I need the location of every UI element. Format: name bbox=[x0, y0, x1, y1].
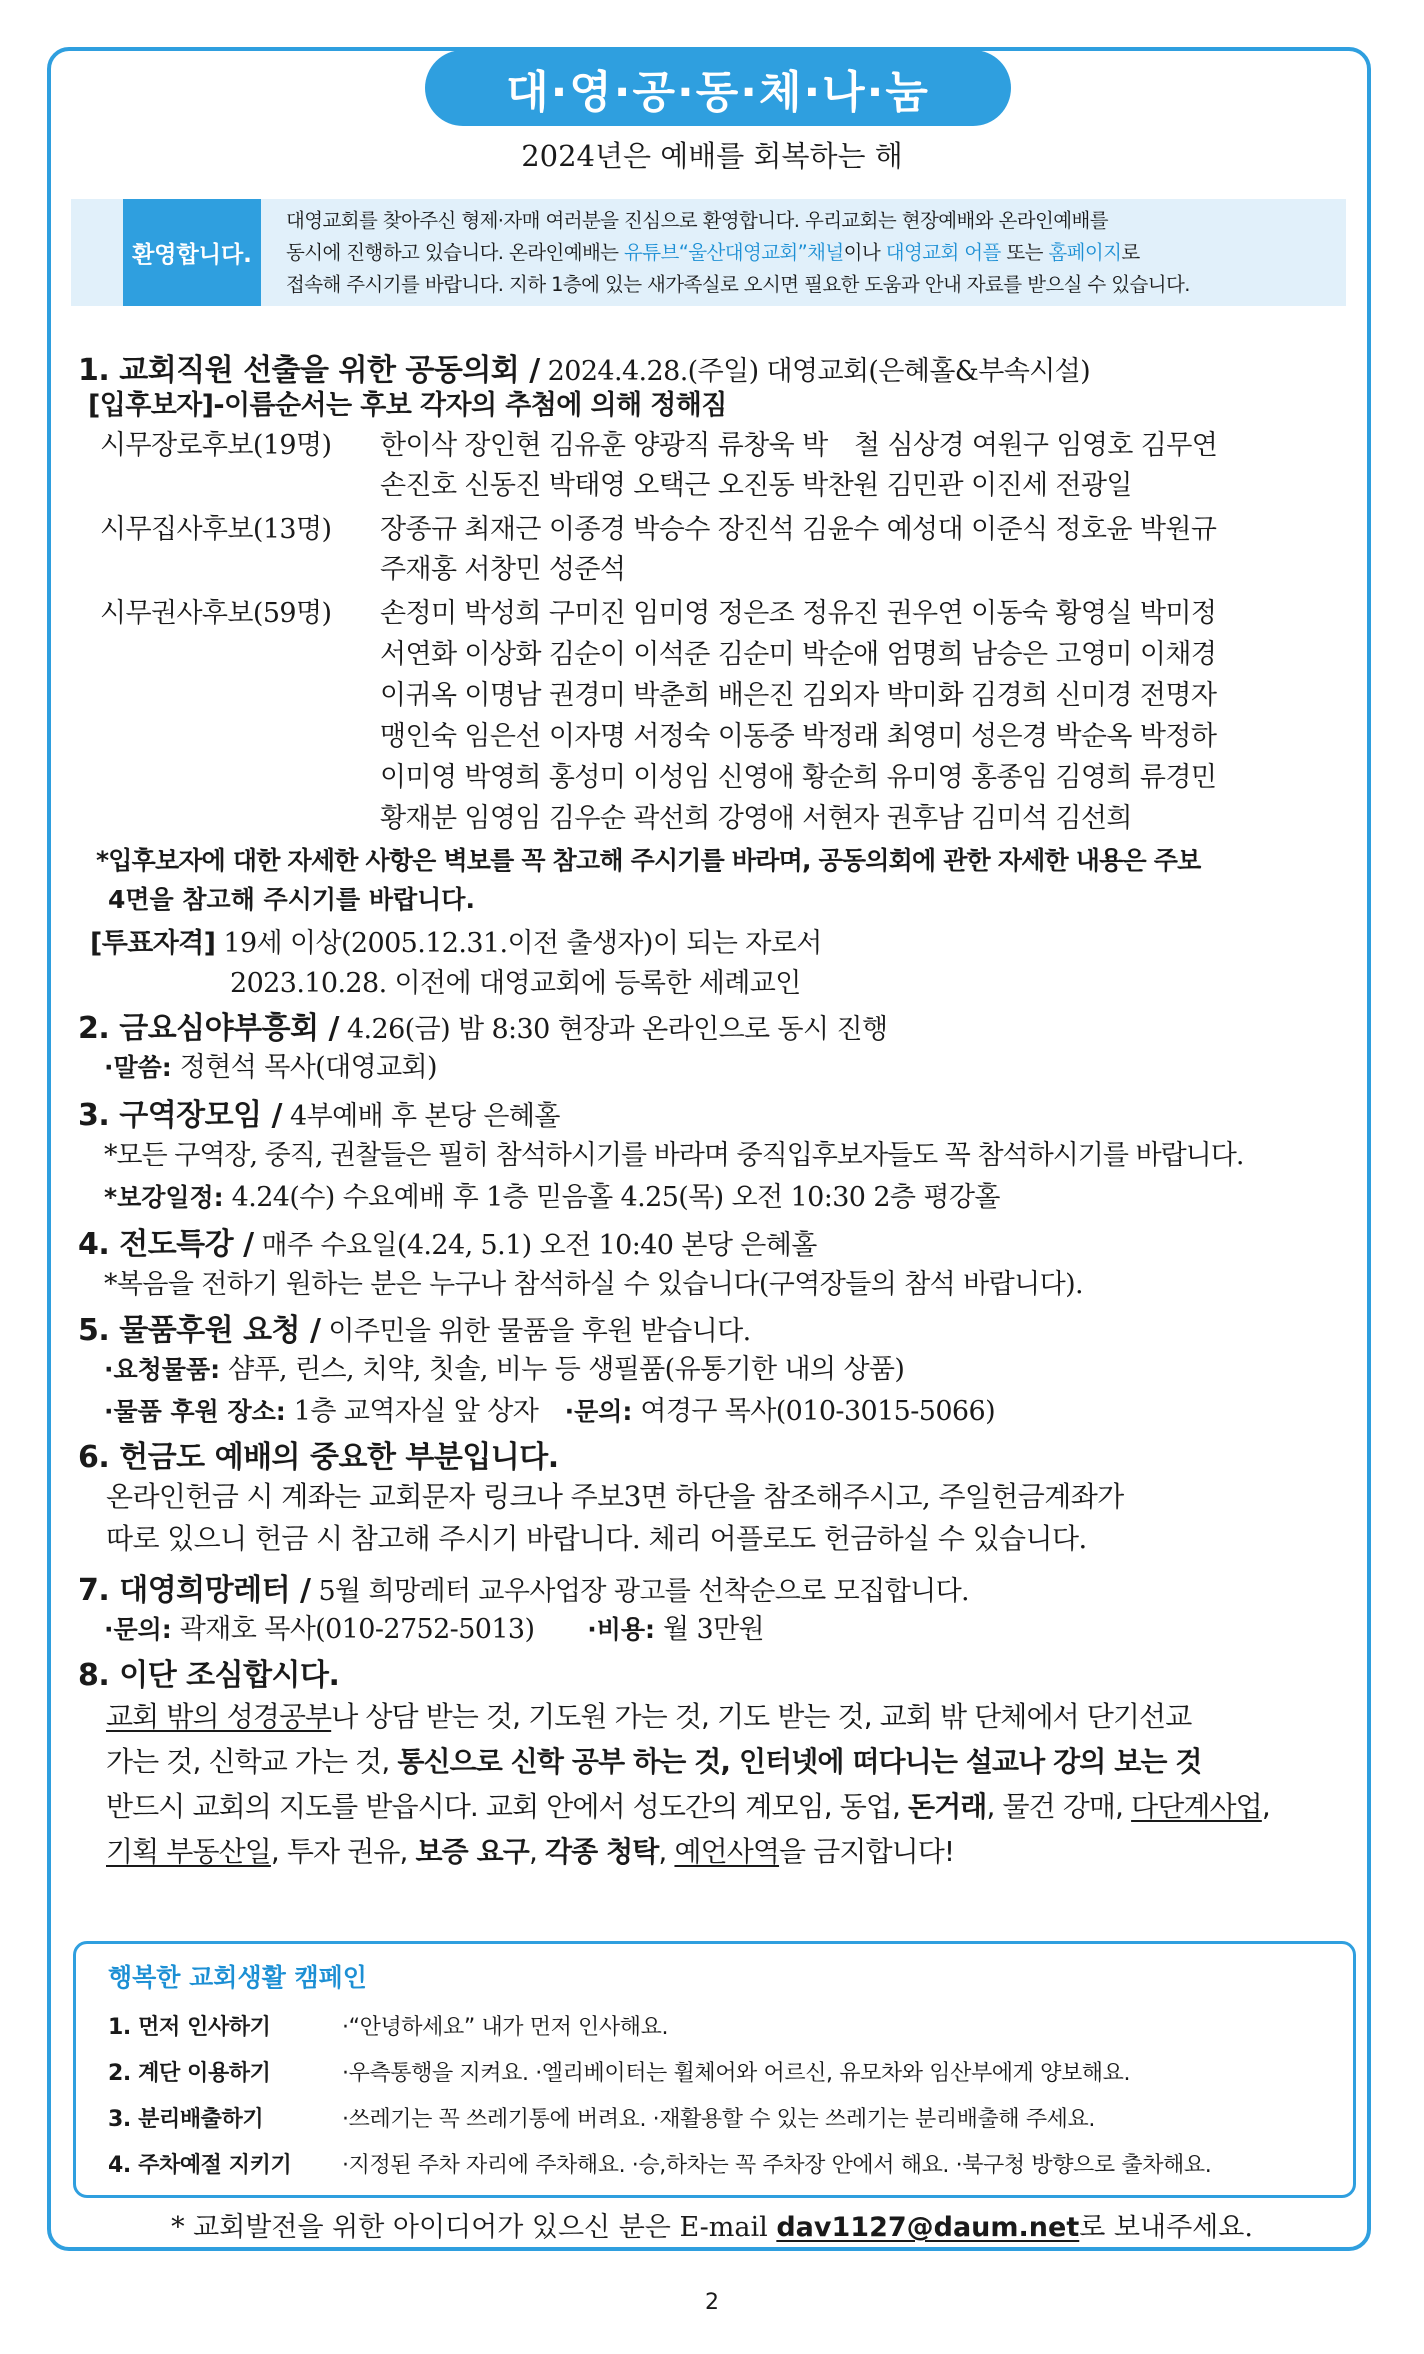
section-2-heading bbox=[78, 1003, 887, 1047]
section-4-heading bbox=[78, 1219, 817, 1263]
vote-text: 19세 이상(2005.12.31.이전 출생자)이 되는 자로서 bbox=[215, 928, 822, 959]
section-4-detail: 매주 수요일(4.24, 5.1) 오전 10:40 본당 은혜홀 bbox=[253, 1230, 817, 1261]
campaign-item-label: 3. 분리배출하기 bbox=[108, 2107, 264, 2132]
page-number: 2 bbox=[705, 2290, 719, 2315]
makeup-label: *보강일정: bbox=[104, 1183, 224, 1212]
text-part: 예언사역 bbox=[674, 1835, 780, 1868]
section-6-text: 온라인헌금 시 계좌는 교회문자 링크나 주보3면 하단을 참조해주시고, 주일헌금계좌가 bbox=[106, 1480, 1124, 1513]
campaign-item bbox=[108, 2102, 1095, 2133]
section-7-heading bbox=[78, 1565, 969, 1609]
candidate-note: [입후보자]-이름순서는 후보 각자의 추첨에 의해 정해짐 bbox=[88, 390, 727, 421]
kwon-names: 손정미 박성희 구미진 임미영 정은조 정유진 권우연 이동숙 황영실 박미정 bbox=[380, 598, 1217, 629]
campaign-title: 행복한 교회생활 캠페인 bbox=[108, 1963, 367, 1992]
campaign-item-label: 4. 주차예절 지키기 bbox=[108, 2153, 292, 2178]
welcome-tag: 환영합니다. bbox=[123, 199, 261, 306]
footer-text: * 교회발전을 위한 아이디어가 있으신 분은 E-mail bbox=[171, 2212, 777, 2243]
sermon-line bbox=[104, 1045, 437, 1084]
campaign-item bbox=[108, 2148, 1211, 2179]
section-8-text bbox=[106, 1695, 1191, 1735]
vote-text: 2023.10.28. 이전에 대영교회에 등록한 세례교인 bbox=[230, 968, 801, 999]
text-part: , bbox=[1261, 1790, 1270, 1823]
welcome-text-part: 로 bbox=[1121, 241, 1140, 264]
elder-names: 한이삭 장인현 김유훈 양광직 류창욱 박 철 심상경 여원구 임영호 김무연 bbox=[380, 430, 1218, 461]
sermon-text: 정현석 목사(대영교회) bbox=[171, 1052, 437, 1083]
kwon-names: 맹인숙 임은선 이자명 서정숙 이동중 박정래 최영미 성은경 박순옥 박정하 bbox=[380, 721, 1217, 752]
text-part: 보증 요구 bbox=[415, 1835, 529, 1868]
items-text: 샴푸, 린스, 치약, 칫솔, 비누 등 생필품(유통기한 내의 상품) bbox=[220, 1354, 905, 1385]
youtube-link[interactable]: 유튜브“울산대영교회”채널 bbox=[624, 241, 844, 264]
items-label: ·요청물품: bbox=[104, 1355, 221, 1384]
donation-place bbox=[104, 1389, 995, 1428]
text-part: 을 금지합니다! bbox=[779, 1835, 955, 1868]
campaign-item bbox=[108, 2056, 1130, 2087]
text-part: , 투자 권유, bbox=[270, 1835, 416, 1868]
section-3-makeup bbox=[104, 1175, 1000, 1214]
vote-label: [투표자격] bbox=[90, 928, 216, 959]
section-1-title: 1. 교회직원 선출을 위한 공동의회 / bbox=[78, 353, 540, 388]
contact-label: ·문의: bbox=[564, 1397, 633, 1426]
campaign-item-label: 1. 먼저 인사하기 bbox=[108, 2015, 271, 2040]
kwon-names: 서연화 이상화 김순이 이석준 김순미 박순애 엄명희 남승은 고영미 이채경 bbox=[380, 639, 1217, 670]
section-7-detail: 5월 희망레터 교우사업장 광고를 선착순으로 모집합니다. bbox=[310, 1576, 970, 1607]
text-part: 돈거래 bbox=[908, 1790, 987, 1823]
cost-text: 월 3만원 bbox=[655, 1614, 765, 1645]
campaign-item-text: ·“안녕하세요” 내가 먼저 인사해요. bbox=[342, 2015, 669, 2040]
welcome-text-part: 동시에 진행하고 있습니다. 온라인예배는 bbox=[286, 241, 625, 264]
kwon-names: 이미영 박영희 홍성미 이성임 신영애 황순희 유미영 홍종임 김영희 류경민 bbox=[380, 762, 1217, 793]
elder-label: 시무장로후보(19명) bbox=[100, 430, 332, 461]
footer-note bbox=[0, 2205, 1424, 2244]
deacon-names: 장종규 최재근 이종경 박승수 장진석 김윤수 예성대 이준식 정호윤 박원규 bbox=[380, 514, 1217, 545]
page-subtitle: 2024년은 예배를 회복하는 해 bbox=[521, 139, 903, 173]
vote-qualification bbox=[90, 921, 822, 960]
page-title: 대·영·공·동·체·나·눔 bbox=[425, 50, 1011, 126]
text-part: 통신으로 신학 공부 하는 것, 인터넷에 떠다니는 설교나 강의 보는 것 bbox=[397, 1745, 1202, 1778]
candidate-notice: 4면을 참고해 주시기를 바랍니다. bbox=[108, 885, 475, 914]
campaign-box bbox=[73, 1941, 1356, 2198]
text-part: 교회 밖의 성경공부 bbox=[106, 1700, 332, 1733]
section-4-title: 4. 전도특강 / bbox=[78, 1227, 254, 1262]
email-link[interactable]: dav1127@daum.net bbox=[776, 2212, 1080, 2243]
section-1-detail: 2024.4.28.(주일) 대영교회(은혜홀&부속시설) bbox=[539, 356, 1091, 387]
welcome-text bbox=[286, 205, 1336, 301]
section-5-heading bbox=[78, 1305, 751, 1349]
section-3-note: *모든 구역장, 중직, 권찰들은 필히 참석하시기를 바라며 중직입후보자들도 꼭 참석하시기를 바랍니다. bbox=[104, 1140, 1244, 1171]
kwon-names: 이귀옥 이명남 권경미 박춘희 배은진 김외자 박미화 김경희 신미경 전명자 bbox=[380, 680, 1217, 711]
kwon-label: 시무권사후보(59명) bbox=[100, 598, 332, 629]
text-part: 나 상담 받는 것, 기도원 가는 것, 기도 받는 것, 교회 밖 단체에서 단기선교 bbox=[331, 1700, 1192, 1733]
text-part: 각종 청탁 bbox=[544, 1835, 659, 1868]
text-part: , bbox=[528, 1835, 545, 1868]
section-2-title: 2. 금요심야부흥회 / bbox=[78, 1011, 339, 1046]
text-part: 반드시 교회의 지도를 받읍시다. 교회 안에서 성도간의 계모임, 동업, bbox=[106, 1790, 909, 1823]
campaign-item bbox=[108, 2010, 668, 2041]
app-link[interactable]: 대영교회 어플 bbox=[885, 241, 1001, 264]
text-part: 기획 부동산일 bbox=[106, 1835, 271, 1868]
place-label: ·물품 후원 장소: bbox=[104, 1397, 286, 1426]
campaign-item-text: ·우측통행을 지켜요. ·엘리베이터는 휠체어와 어르신, 유모차와 임산부에게 양보해요. bbox=[342, 2061, 1131, 2086]
kwon-names: 황재분 임영임 김우순 곽선희 강영애 서현자 권후남 김미석 김선희 bbox=[380, 803, 1132, 834]
section-2-detail: 4.26(금) 밤 8:30 현장과 온라인으로 동시 진행 bbox=[338, 1014, 888, 1045]
welcome-text-part: 또는 bbox=[1000, 241, 1049, 264]
section-3-title: 3. 구역장모임 / bbox=[78, 1098, 283, 1133]
letter-contact bbox=[104, 1607, 764, 1646]
contact-label: ·문의: bbox=[104, 1615, 172, 1644]
campaign-item-label: 2. 계단 이용하기 bbox=[108, 2061, 271, 2086]
footer-text: 로 보내주세요. bbox=[1079, 2212, 1253, 2243]
campaign-item-text: ·쓰레기는 꼭 쓰레기통에 버려요. ·재활용할 수 있는 쓰레기는 분리배출해 주세요. bbox=[342, 2107, 1095, 2132]
place-text: 1층 교역자실 앞 상자 bbox=[285, 1396, 565, 1427]
section-8-title: 8. 이단 조심합시다. bbox=[78, 1658, 340, 1693]
text-part: , bbox=[658, 1835, 675, 1868]
contact-text: 여경구 목사(010-3015-5066) bbox=[632, 1396, 996, 1427]
welcome-line bbox=[286, 237, 1336, 269]
sermon-label: ·말씀: bbox=[104, 1053, 172, 1082]
cost-label: ·비용: bbox=[587, 1615, 656, 1644]
section-8-text bbox=[106, 1785, 1270, 1825]
section-8-text bbox=[106, 1830, 954, 1870]
deacon-names: 주재홍 서창민 성준석 bbox=[380, 554, 626, 585]
section-3-heading bbox=[78, 1090, 560, 1134]
elder-names: 손진호 신동진 박태영 오택근 오진동 박찬원 김민관 이진세 전광일 bbox=[380, 470, 1132, 501]
welcome-line: 접속해 주시기를 바랍니다. 지하 1층에 있는 새가족실로 오시면 필요한 도움과 안내 자료를 받으실 수 있습니다. bbox=[286, 273, 1190, 296]
section-5-title: 5. 물품후원 요청 / bbox=[78, 1313, 321, 1348]
section-6-title: 6. 헌금도 예배의 중요한 부분입니다. bbox=[78, 1440, 559, 1475]
section-8-text bbox=[106, 1740, 1202, 1780]
welcome-line: 대영교회를 찾아주신 형제·자매 여러분을 진심으로 환영합니다. 우리교회는 현장예배와 온라인예배를 bbox=[286, 209, 1108, 232]
homepage-link[interactable]: 홈페이지 bbox=[1048, 241, 1122, 264]
section-3-detail: 4부예배 후 본당 은혜홀 bbox=[282, 1101, 560, 1132]
section-6-text: 따로 있으니 헌금 시 참고해 주시기 바랍니다. 체리 어플로도 헌금하실 수 있습니다. bbox=[106, 1522, 1087, 1555]
section-5-detail: 이주민을 위한 물품을 후원 받습니다. bbox=[320, 1316, 751, 1347]
request-items bbox=[104, 1347, 904, 1386]
section-7-title: 7. 대영희망레터 / bbox=[78, 1573, 311, 1608]
candidate-notice: *입후보자에 대한 자세한 사항은 벽보를 꼭 참고해 주시기를 바라며, 공동의회에 관한 자세한 내용은 주보 bbox=[96, 846, 1201, 875]
text-part: 가는 것, 신학교 가는 것, bbox=[106, 1745, 398, 1778]
deacon-label: 시무집사후보(13명) bbox=[100, 514, 332, 545]
campaign-item-text: ·지정된 주차 자리에 주차해요. ·승,하차는 꼭 주차장 안에서 해요. ·북구청 방향으로 출차해요. bbox=[342, 2153, 1212, 2178]
makeup-text: 4.24(수) 수요예배 후 1층 믿음홀 4.25(목) 오전 10:30 2층 평강홀 bbox=[223, 1182, 1000, 1213]
welcome-box bbox=[71, 199, 1346, 306]
section-4-note: *복음을 전하기 원하는 분은 누구나 참석하실 수 있습니다(구역장들의 참석 바랍니다). bbox=[104, 1269, 1083, 1300]
contact-text: 곽재호 목사(010-2752-5013) bbox=[171, 1614, 588, 1645]
text-part: , 물건 강매, bbox=[986, 1790, 1132, 1823]
welcome-text-part: 이나 bbox=[843, 241, 886, 264]
text-part: 다단계사업 bbox=[1131, 1790, 1262, 1823]
